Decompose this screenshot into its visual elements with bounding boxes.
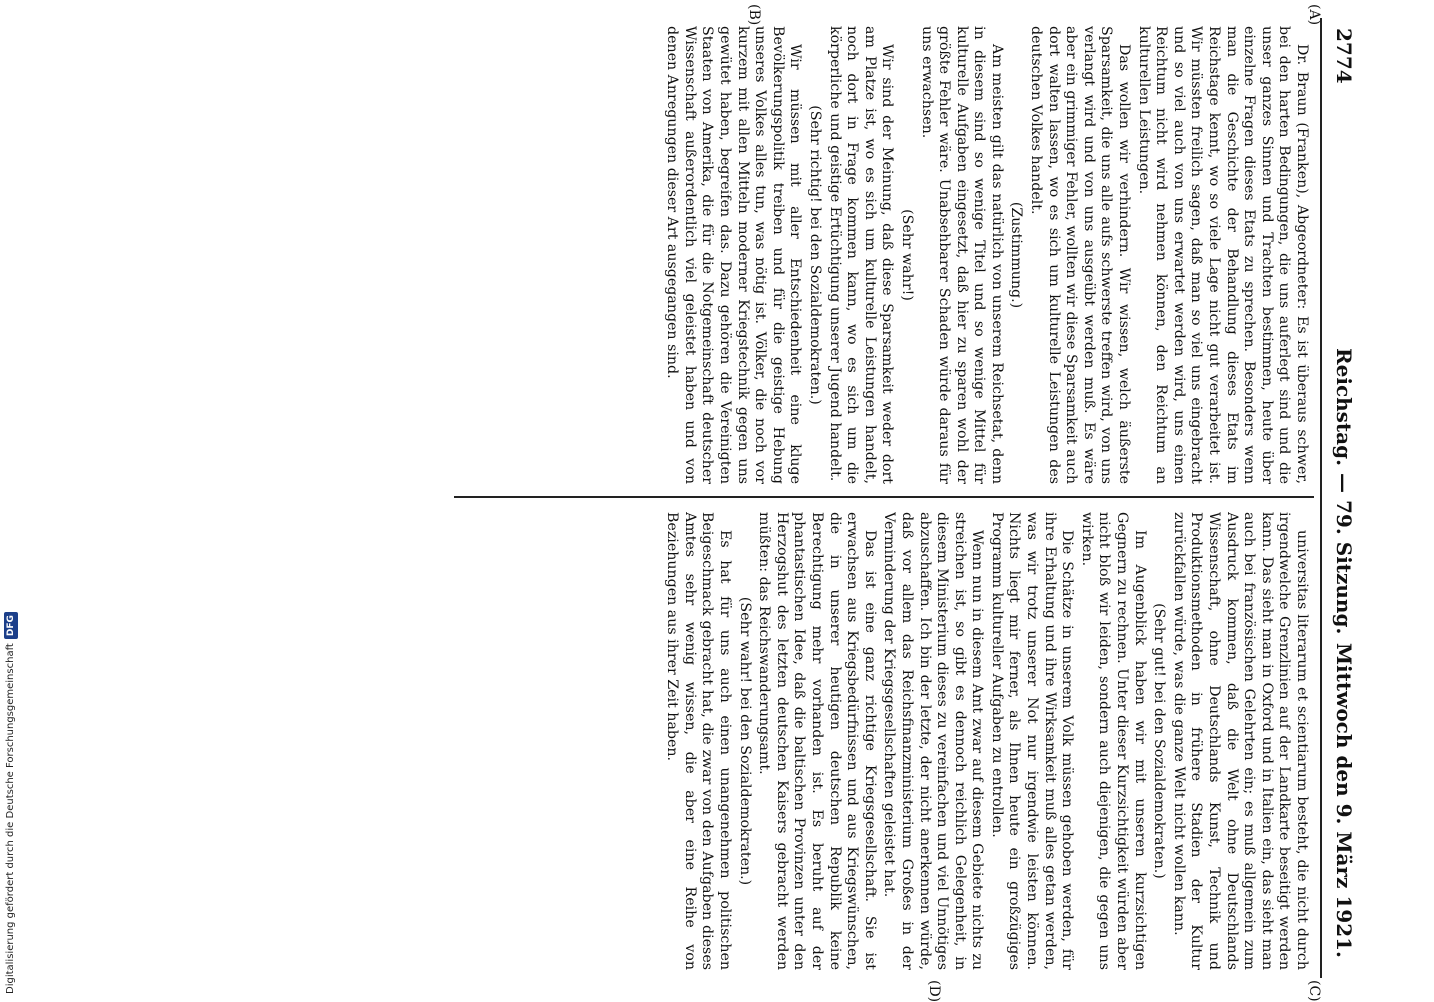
column-divider xyxy=(454,496,1314,498)
credit-text: Digitalisierung gefördert durch die Deutsche Forschungsgemeinschaft xyxy=(5,643,16,994)
paragraph: universitas literarum et scientiarum besteht, die nicht durch irgendwelche Grenzlinien auf der Landkarte beseitigt werden kann. Das sieht man in Oxford und in Italien ein, das sieht man auch bei französischen Gelehrten ein; es muß allgemein zum Ausdruck kommen, daß die Welt ohne Deutschlands Wissenschaft, ohne Deutschlands Kunst, Technik und Produktionsmethoden in frühere Stadien der Kultur zurückfallen würde, was die ganze Welt nicht wollen kann. xyxy=(1170,512,1310,970)
paragraph: Am meisten gilt das natürlich von unserem Reichsetat, denn in diesem sind so wenige Titel und so wenige Mittel für kulturelle Aufgaben eingesetzt, daß hier zu sparen wohl der größte Fehler wäre. Unabsehbarer Schaden würde daraus für uns erwachsen. xyxy=(918,26,1005,484)
paragraph: Das wollen wir verhindern. Wir wissen, welch äußerste Sparsamkeit, die uns alle aufs schwerste treffen wird, von uns verlangt wird und von uns ausgeübt werden muß. Es wäre aber ein grimmiger Fehler, wollten wir diese Sparsamkeit auch dort walten lassen, wo es sich um kulturelle Leistungen des deutschen Volkes handelt. xyxy=(1028,26,1133,484)
header-rule xyxy=(1320,18,1322,978)
paragraph: Das ist eine ganz richtige Kriegsgesellschaft. Sie ist erwachsen aus Kriegsbedürfnissen und aus Kriegswünschen, die in unserer heutigen deutschen Republik keine Berechtigung mehr vorhanden ist. Es beruht auf der phantastischen Idee, daß die baltischen Provinzen unter den Herzogshut des letzten deutschen Kaisers gebracht werden müßten: das Reichswanderungsamt. xyxy=(756,512,878,970)
margin-marker-d: (D) xyxy=(926,980,942,1002)
interjection: (Sehr richtig! bei den Sozialdemokraten.) xyxy=(806,105,823,405)
paragraph: Wenn nun in diesem Amt zwar auf diesem Gebiete nichts zu streichen ist, so gibt es dennoch reichlich Gelegenheit, in diesem Ministerium dieses zu vereinfachen und viel Unnötiges abzuschaffen. Ich bin der letzte, der nicht anerkennen würde, daß vor allem das Reichsfinanzministerium Großes in der Verminderung der Kriegsgesellschaften geleistet hat. xyxy=(881,512,986,970)
paragraph: Dr. Braun (Franken), Abgeordneter: Es ist überaus schwer, bei den harten Bedingungen, die uns auferlegt sind und die unser ganzes Sinnen und Trachten bestimmen, heute über einzelne Fragen dieses Etats zu sprechen. Besonders wenn man die Geschichte der Behandlung dieses Etats im Reichstage kennt, wo so viele Lage nicht gut verarbeitet ist. Wir müssten freilich sagen, daß man so viel uns eingebracht und so viel auch von uns erwartet werden wird, uns einen Reichtum nicht wird nehmen können, den Reichtum an kulturellen Leistungen. xyxy=(1135,26,1310,484)
left-column xyxy=(410,26,1310,484)
page-title: Reichstag. — 79. Sitzung. xyxy=(1332,348,1356,635)
margin-marker-c: (C) xyxy=(1306,980,1322,1002)
margin-marker-a: (A) xyxy=(1306,4,1322,26)
page-header xyxy=(1322,18,1362,978)
dfg-logo: DFG xyxy=(4,612,18,639)
paragraph: Wir sind der Meinung, daß diese Sparsamkeit weder dort am Platze ist, wo es sich um kulturelle Leistungen handelt, noch dort in Frage kommen kann, wo es sich um die körperliche und geistige Ertüchtigung unserer Jugend handelt. xyxy=(826,26,896,484)
paragraph: Es hat für uns auch einen unangenehmen politischen Beigeschmack gebracht hat, die zwar von den Aufgaben dieses Amtes sehr wenig wissen, die aber eine Reihe von Beziehungen aus ihrer Zeit haben. xyxy=(664,512,733,970)
paragraph: Wir müssen mit aller Entschiedenheit eine kluge Bevölkerungspolitik treiben und für die geistige Hebung unseres Volkes alles tun, was nötig ist. Völker, die noch vor kurzem mit allen Mitteln moderner Kriegstechnik gegen uns gewütet haben, begreifen das. Dazu gehören die Vereinigten Staaten von Amerika, die für die Notgemeinschaft deutscher Wissenschaft außerordentlich viel geleistet haben und von denen Anregungen dieser Art ausgegangen sind. xyxy=(664,26,804,484)
interjection: (Zustimmung.) xyxy=(1008,201,1025,309)
page-date: Mittwoch den 9. März 1921. xyxy=(1332,642,1356,958)
interjection: (Sehr wahr!) xyxy=(898,209,915,301)
paragraph: Im Augenblick haben wir mit unseren kurzsichtigen Gegnern zu rechnen. Unter dieser Kurzsichtigkeit würden aber nicht bloß wir leiden, sondern auch diejenigen, die gegen uns wirken. xyxy=(1078,512,1148,970)
page-content xyxy=(2,4,1362,1002)
margin-marker-b: (B) xyxy=(746,4,762,26)
paragraph: Die Schätze in unserem Volk müssen gehoben werden, für ihre Erhaltung und ihre Wirksamkeit muß alles getan werden, was wir trotz unserer Not nur irgendwie leisten können. Nichts liegt mir ferner, als Ihnen heute ein großzügiges Programm kultureller Aufgaben zu entrollen. xyxy=(988,512,1076,970)
interjection: (Sehr gut! bei den Sozialdemokraten.) xyxy=(1151,603,1168,879)
page-number: 2774 xyxy=(1332,28,1356,84)
interjection: (Sehr wahr! bei den Sozialdemokraten.) xyxy=(736,596,753,886)
right-column xyxy=(410,512,1310,970)
